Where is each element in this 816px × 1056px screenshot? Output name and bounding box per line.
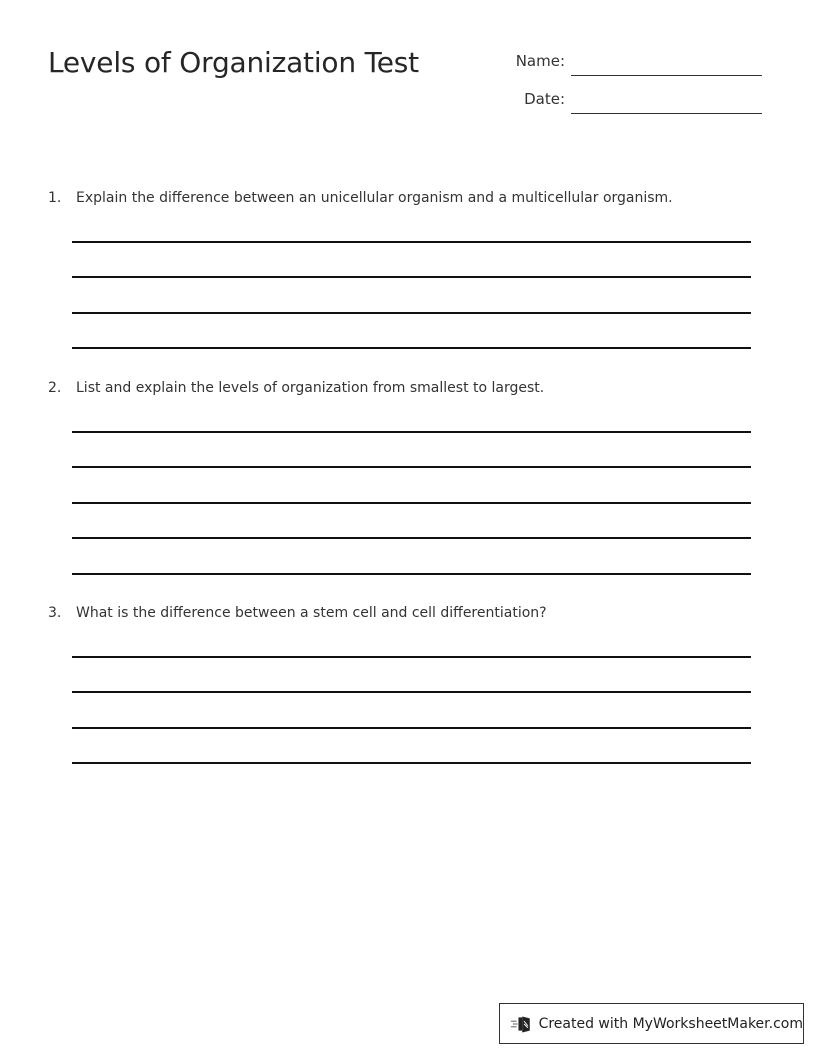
question-number: 3. (48, 605, 62, 621)
answer-line[interactable] (72, 276, 751, 278)
date-label: Date: (524, 90, 565, 108)
answer-line[interactable] (72, 573, 751, 575)
question-text: What is the difference between a stem cell and cell differentiation? (76, 605, 547, 621)
answer-line[interactable] (72, 727, 751, 729)
footer-credit[interactable] (499, 1003, 804, 1044)
answer-line[interactable] (72, 762, 751, 764)
date-input-line[interactable] (571, 113, 762, 114)
name-field (505, 52, 762, 70)
question-number: 2. (48, 380, 62, 396)
answer-line[interactable] (72, 502, 751, 504)
answer-line[interactable] (72, 537, 751, 539)
question-1 (48, 190, 673, 206)
question-number: 1. (48, 190, 62, 206)
answer-line[interactable] (72, 466, 751, 468)
answer-line[interactable] (72, 691, 751, 693)
question-3 (48, 605, 547, 621)
answer-line[interactable] (72, 347, 751, 349)
footer-text: Created with MyWorksheetMaker.com (538, 1015, 803, 1032)
name-input-line[interactable] (571, 75, 762, 76)
answer-line[interactable] (72, 241, 751, 243)
question-text: List and explain the levels of organization from smallest to largest. (76, 380, 545, 396)
question-2 (48, 380, 544, 396)
answer-line[interactable] (72, 431, 751, 433)
answer-line[interactable] (72, 656, 751, 658)
question-text: Explain the difference between an unicellular organism and a multicellular organism. (76, 190, 673, 206)
date-field (505, 90, 762, 108)
name-label: Name: (515, 52, 565, 70)
page-title: Levels of Organization Test (48, 46, 419, 79)
worksheet-maker-logo-icon (510, 1014, 533, 1034)
answer-line[interactable] (72, 312, 751, 314)
